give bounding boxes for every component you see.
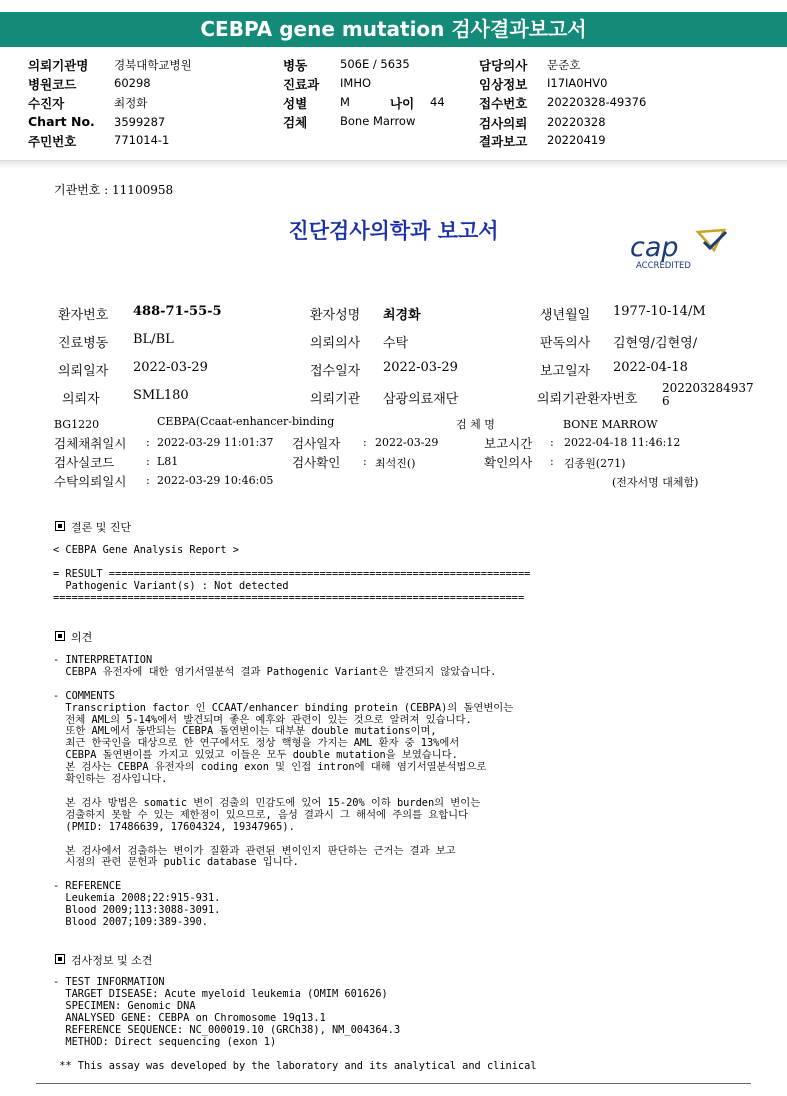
- label-resident-no: 주민번호: [28, 134, 77, 149]
- value-reading-doctor: 김현영/김현영/: [613, 336, 698, 351]
- label-result-report: 결과보고: [479, 134, 528, 149]
- colon-5: :: [363, 455, 367, 468]
- document-title: 진단검사의학과 보고서: [288, 219, 499, 243]
- section-bullet-icon: [55, 631, 65, 641]
- label-lab-code: 검사실코드: [54, 455, 115, 470]
- value-specimen-name: BONE MARROW: [563, 418, 658, 431]
- header-separator: [0, 160, 787, 169]
- value-request-date: 2022-03-29: [133, 360, 208, 375]
- label-care-ward: 진료병동: [58, 336, 109, 351]
- label-requesting-doctor: 의뢰의사: [310, 336, 361, 351]
- report-title-bar: [0, 12, 787, 47]
- value-birth-date: 1977-10-14/M: [613, 304, 706, 319]
- label-specimen: 검체: [283, 115, 308, 130]
- section-conclusion-heading: [55, 519, 131, 535]
- value-collection-datetime: 2022-03-29 11:01:37: [157, 436, 274, 449]
- value-report-date: 2022-04-18: [613, 360, 688, 375]
- value-age: 44: [430, 95, 445, 109]
- label-requester: 의뢰자: [62, 392, 100, 407]
- value-requesting-doctor: 수탁: [383, 336, 409, 351]
- value-test-date: 2022-03-29: [375, 436, 439, 449]
- label-hospital-code: 병원코드: [28, 77, 77, 92]
- value-test-confirm: 최석진(): [375, 457, 416, 470]
- value-requesting-hospital: 경북대학교병원: [114, 58, 192, 72]
- label-ward: 병동: [283, 58, 308, 73]
- label-sex: 성별: [283, 96, 308, 111]
- value-patient-name: 최경화: [383, 308, 421, 323]
- label-request-date: 의뢰일자: [58, 364, 109, 379]
- value-clinical-info: I17IA0HV0: [547, 76, 608, 90]
- label-patient-name: 환자성명: [310, 308, 361, 323]
- value-institution-patient-no: 202203284937: [662, 381, 754, 395]
- colon-4: :: [146, 455, 150, 468]
- label-test-request: 검사의뢰: [479, 116, 528, 131]
- value-chart-no: 3599287: [114, 115, 166, 129]
- section-testinfo-heading: [55, 952, 152, 968]
- colon-7: :: [146, 474, 150, 487]
- institution-number: 기관번호 : 11100958: [54, 183, 174, 197]
- label-department: 진료과: [283, 77, 320, 92]
- label-chart-no: Chart No.: [28, 114, 95, 129]
- value-report-time: 2022-04-18 11:46:12: [564, 436, 681, 449]
- label-receipt-date: 접수일자: [310, 364, 361, 379]
- value-receipt-date: 2022-03-29: [383, 360, 458, 375]
- value-result-report: 20220419: [547, 133, 606, 147]
- value-lab-code: L81: [157, 455, 179, 468]
- section-bullet-icon: [55, 521, 65, 531]
- label-confirm-doctor: 확인의사: [484, 455, 533, 470]
- section-testinfo-title: 검사정보 및 소견: [71, 954, 153, 967]
- bottom-divider: [36, 1083, 751, 1084]
- value-institution-patient-no-cont: 6: [662, 394, 670, 408]
- label-collection-datetime: 검체채취일시: [54, 436, 127, 451]
- opinion-text: - INTERPRETATION CEBPA 유전자에 대한 염기서열분석 결과 Pathogenic Variant은 발견되지 않았습니다. - COMMENTS Transcription factor 인 CCAAT/enhancer binding protein (CEBPA)의 돌연변이는 전체 AML의 5-14%에서 발견되며 좋은 예후와 관련이 있는 것으로 알려져 있습니다. 또한 AML에서 동반되는 CEBPA 돌연변이는 대부분 double mutations이며, 최근 한국인을 대상으로 한 연구에서도 정상 핵형을 가지는 AML 환자 중 13%에서 CEBPA 돌연변이를 가지고 있었고 이들은 모두 double mutation을 보였습니다. 본 검사는 CEBPA 유전자의 coding exon 및 인접 intron에 대해 염기서열분석법으로 확인하는 검사입니다. 본 검사 방법은 somatic 변이 검출의 민감도에 있어 15-20% 이하 burden의 변이는 검출하지 못할 수 있는 제한점이 있으므로, 음성 결과시 그 해석에 주의를 요합니다 (PMID: 17486639, 17604324, 19347965). 본 검사에서 검출하는 변이가 질환과 관련된 변이인지 판단하는 근거는 결과 보고 시점의 관련 문헌과 public database 입니다. - REFERENCE Leukemia 2008;22:915-931. Blood 2009;113:3088-3091. Blood 2007;109:389-390.: [53, 654, 514, 928]
- colon-3: :: [550, 436, 554, 449]
- label-receipt-no: 접수번호: [479, 96, 528, 111]
- label-test-confirm: 검사확인: [292, 455, 341, 470]
- value-requester: SML180: [133, 388, 189, 403]
- label-report-date: 보고일자: [540, 364, 591, 379]
- test-name: CEBPA(Ccaat-enhancer-binding: [157, 415, 335, 428]
- label-order-datetime: 수탁의뢰일시: [54, 474, 127, 489]
- section-opinion-heading: [55, 629, 92, 645]
- label-patient: 수진자: [28, 96, 65, 111]
- value-patient: 최정화: [114, 96, 148, 110]
- conclusion-text: < CEBPA Gene Analysis Report > = RESULT ==================================================================== Pathogenic Variant(s) : Not detected ============================================================================: [53, 544, 531, 604]
- cap-accredited-logo: [628, 226, 738, 272]
- value-care-ward: BL/BL: [133, 332, 174, 347]
- value-resident-no: 771014-1: [114, 133, 170, 147]
- header-info: [0, 52, 787, 152]
- report-title: CEBPA gene mutation 검사결과보고서: [200, 17, 587, 41]
- label-test-date: 검사일자: [292, 436, 341, 451]
- footnote-text: ** This assay was developed by the laboratory and its analytical and clinical: [53, 1060, 537, 1072]
- value-order-datetime: 2022-03-29 10:46:05: [157, 474, 274, 487]
- label-patient-number: 환자번호: [58, 308, 109, 323]
- value-receipt-no: 20220328-49376: [547, 95, 647, 109]
- cap-logo-icon: [628, 226, 738, 272]
- cap-logo-sub: ACCREDITED: [636, 261, 691, 271]
- label-requesting-hospital: 의뢰기관명: [28, 58, 89, 73]
- section-conclusion-title: 결론 및 진단: [71, 521, 132, 534]
- value-attending-doctor: 문준호: [547, 58, 581, 72]
- colon-1: :: [146, 436, 150, 449]
- label-requesting-institution: 의뢰기관: [310, 392, 361, 407]
- section-bullet-icon: [55, 954, 65, 964]
- value-confirm-doctor: 김종원(271): [564, 457, 626, 470]
- label-clinical-info: 임상정보: [479, 77, 528, 92]
- testinfo-text: - TEST INFORMATION TARGET DISEASE: Acute myeloid leukemia (OMIM 601626) SPECIMEN: Genomic DNA ANALYSED GENE: CEBPA on Chromosome 19q13.1 REFERENCE SEQUENCE: NC_000019.10 (GRCh38), NM_004364.3 METHOD: Direct sequencing (exon 1): [53, 976, 401, 1048]
- label-institution-patient-no: 의뢰기관환자번호: [537, 392, 638, 407]
- value-hospital-code: 60298: [114, 76, 151, 90]
- section-opinion-title: 의견: [71, 631, 93, 644]
- value-test-request: 20220328: [547, 115, 606, 129]
- colon-2: :: [363, 436, 367, 449]
- value-requesting-institution: 삼광의료재단: [383, 392, 459, 407]
- esign-note: (전자서명 대체함): [612, 476, 699, 489]
- colon-6: :: [550, 455, 554, 468]
- label-reading-doctor: 판독의사: [540, 336, 591, 351]
- test-code: BG1220: [54, 418, 100, 431]
- label-specimen-name: 검 체 명: [456, 418, 495, 431]
- value-specimen: Bone Marrow: [340, 114, 416, 128]
- label-report-time: 보고시간: [484, 436, 533, 451]
- value-patient-number: 488-71-55-5: [133, 304, 222, 319]
- label-attending-doctor: 담당의사: [479, 58, 528, 73]
- value-department: IMHO: [340, 76, 372, 90]
- label-age: 나이: [390, 96, 415, 111]
- value-ward: 506E / 5635: [340, 57, 410, 71]
- value-sex: M: [340, 95, 350, 109]
- label-birth-date: 생년월일: [540, 308, 591, 323]
- cap-logo-brand: cap: [630, 232, 679, 263]
